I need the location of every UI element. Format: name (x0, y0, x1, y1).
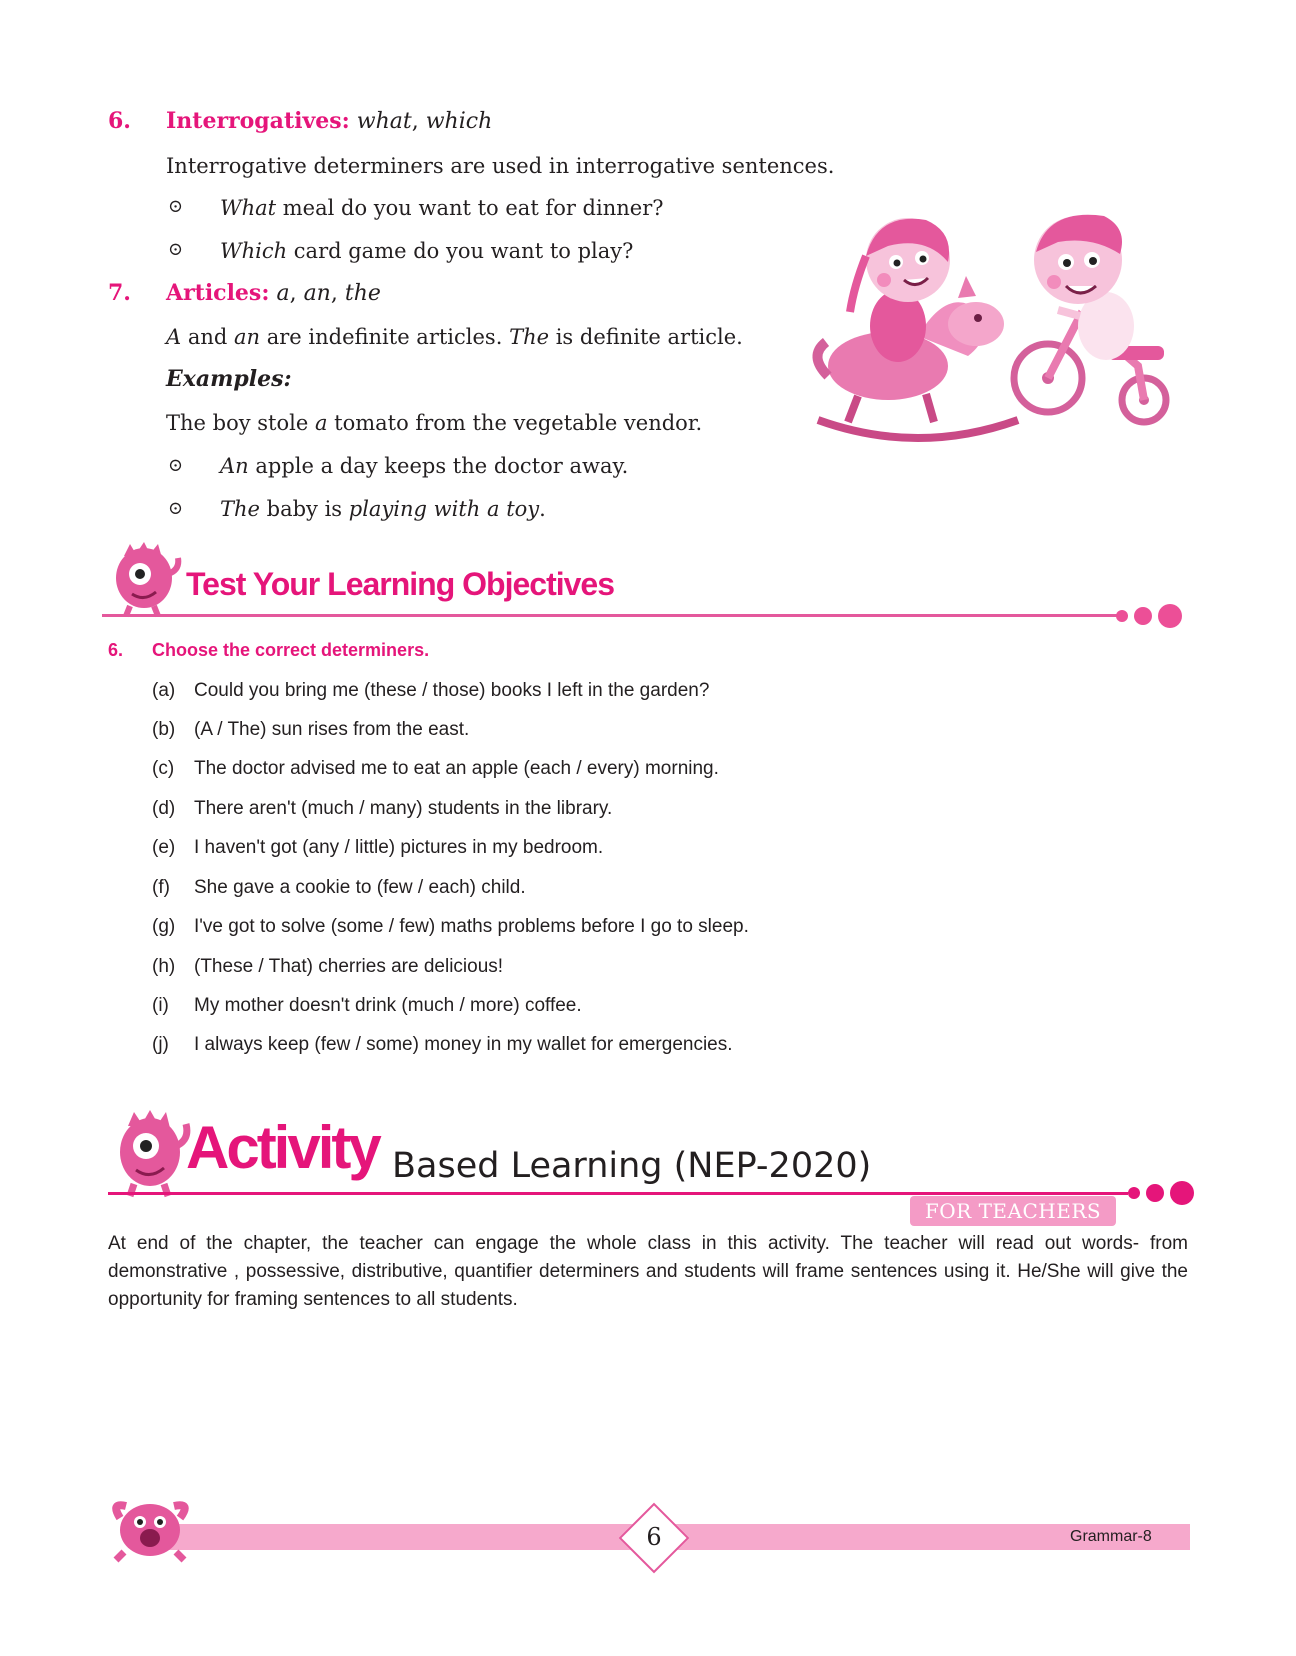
sub-an: an (303, 281, 331, 306)
decor-dot (1170, 1181, 1194, 1205)
for-teachers-badge (910, 1196, 1116, 1226)
bullet-lead: What (220, 196, 277, 220)
item-text: My mother doesn't drink (much / more) coffee. (194, 995, 582, 1016)
book-title: Grammar-8 (1070, 1528, 1152, 1545)
section-6-number: 6. (108, 108, 131, 134)
item-text: She gave a cookie to (few / each) child. (194, 877, 526, 898)
section-7-number: 7. (108, 280, 131, 306)
bullet-lead: The (220, 497, 260, 521)
section-7-title: Articles: (166, 280, 270, 306)
section-6-bullet-1 (220, 194, 664, 222)
desc-an: an (234, 325, 261, 349)
item-text: I haven't got (any / little) pictures in my bedroom. (194, 837, 604, 858)
bullet-rest: card game do you want to play? (287, 239, 634, 263)
activity-subtitle: Based Learning (NEP-2020) (392, 1146, 872, 1186)
section-7-description (166, 323, 743, 351)
section-7-heading: Articles: a, an, the (166, 280, 381, 306)
sub-a: a (276, 281, 290, 306)
item-label: (g) (152, 916, 176, 937)
section-6-bullet-2 (220, 237, 633, 265)
decor-dot (1116, 610, 1128, 622)
desc-the: The (509, 325, 550, 349)
example-post: tomato from the vegetable vendor. (327, 411, 703, 435)
bullet-rest: meal do you want to eat for dinner? (276, 196, 664, 220)
examples-label: Examples: (166, 366, 292, 392)
monster-mascot-icon (110, 540, 182, 620)
footer-monster-icon (106, 1492, 196, 1564)
activity-paragraph: At end of the chapter, the teacher can engage the whole class in this activity. The teacher will read out words- from demonstrative , possessive, distributive, quantifier determiners and students will frame sentences using it. He/She will give the opportunity for framing sentences to all students. (108, 1233, 1188, 1310)
section-6-description: Interrogative determiners are used in interrogative sentences. (166, 154, 835, 178)
section-6-sub-1: what (356, 109, 412, 134)
desc-end: is definite article. (549, 325, 743, 349)
item-text: The doctor advised me to eat an apple (each / every) morning. (194, 758, 719, 779)
kids-illustration (808, 206, 1176, 456)
section-6-title: Interrogatives: (166, 108, 350, 134)
page-number: 6 (646, 1523, 662, 1551)
bullet-rest: apple a day keeps the doctor away. (248, 454, 629, 478)
desc-mid: are indefinite articles. (260, 325, 510, 349)
bullet-icon: ⊙ (168, 239, 184, 260)
item-label: (i) (152, 995, 169, 1016)
desc-a: A (166, 325, 182, 349)
item-label: (b) (152, 719, 176, 740)
item-label: (a) (152, 680, 176, 701)
test-objectives-title: Test Your Learning Objectives (186, 566, 615, 602)
item-label: (d) (152, 798, 176, 819)
bullet-end: . (539, 497, 546, 521)
decor-dot (1134, 607, 1152, 625)
item-text: There aren't (much / many) students in the library. (194, 798, 613, 819)
item-label: (j) (152, 1034, 169, 1055)
bullet-icon: ⊙ (168, 498, 184, 519)
decor-dot (1146, 1184, 1164, 1202)
bullet-lead: Which (220, 239, 288, 263)
item-text: (A / The) sun rises from the east. (194, 719, 470, 740)
section-7-bullet-1 (220, 452, 628, 480)
exercise-title: Choose the correct determiners. (152, 640, 430, 660)
bullet-italic: playing with a toy (348, 497, 540, 521)
example-pre: The boy stole (166, 411, 315, 435)
section-6-sub-2: which (425, 109, 493, 134)
item-label: (e) (152, 837, 176, 858)
decor-dot (1158, 604, 1182, 628)
bullet-icon: ⊙ (168, 196, 184, 217)
comma: , (411, 109, 419, 134)
decor-dot (1128, 1187, 1140, 1199)
bullet-icon: ⊙ (168, 455, 184, 476)
activity-word: Activity (186, 1114, 379, 1181)
item-label: (h) (152, 956, 176, 977)
item-text: (These / That) cherries are delicious! (194, 956, 504, 977)
item-text: I've got to solve (some / few) maths problems before I go to sleep. (194, 916, 749, 937)
test-objectives-rule (102, 614, 1122, 617)
item-text: I always keep (few / some) money in my wallet for emergencies. (194, 1034, 733, 1055)
for-teachers-label: FOR TEACHERS (924, 1199, 1102, 1223)
example-line (166, 409, 702, 437)
bullet-mid: baby is (259, 497, 349, 521)
section-6-heading (166, 108, 492, 134)
example-a: a (314, 411, 328, 435)
activity-monster-icon (112, 1106, 192, 1198)
exercise-number: 6. (108, 640, 124, 660)
activity-rule (108, 1192, 1128, 1195)
item-text: Could you bring me (these / those) books I left in the garden? (194, 680, 710, 701)
item-label: (f) (152, 877, 170, 898)
item-label: (c) (152, 758, 175, 779)
bullet-lead: An (220, 454, 249, 478)
sub-the: the (344, 281, 381, 306)
section-7-bullet-2 (220, 495, 546, 523)
desc-and: and (181, 325, 235, 349)
